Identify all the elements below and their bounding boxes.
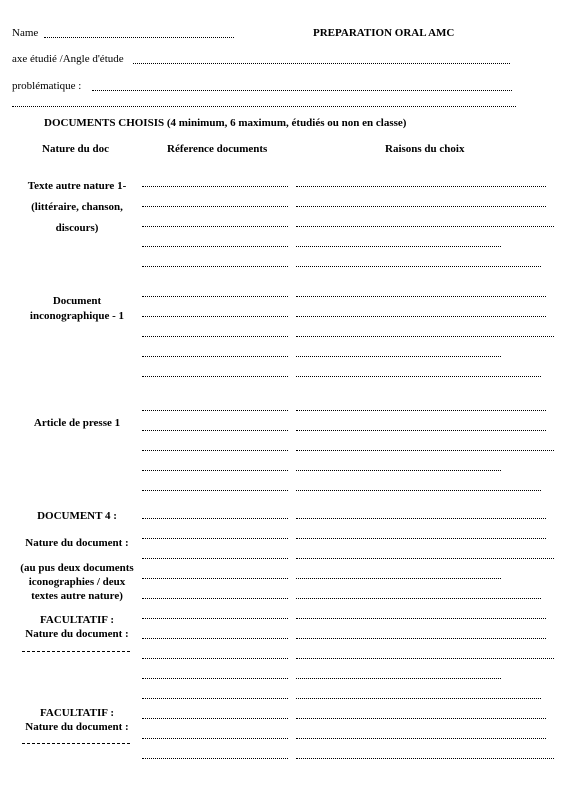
section-label-line: Texte autre nature 1- xyxy=(27,180,127,192)
reference-line[interactable] xyxy=(142,450,288,451)
section-label-iconographic xyxy=(14,294,140,324)
section-label-line: Article de presse 1 xyxy=(33,417,121,429)
optional-1-nature-field[interactable] xyxy=(22,651,130,652)
reason-line[interactable] xyxy=(296,518,546,519)
reason-line[interactable] xyxy=(296,678,501,679)
reference-line[interactable] xyxy=(142,336,288,337)
problem-field[interactable] xyxy=(92,90,512,91)
reference-line[interactable] xyxy=(142,698,288,699)
section-note-line: (au pus deux documents xyxy=(20,562,134,574)
reference-line[interactable] xyxy=(142,518,288,519)
reference-line[interactable] xyxy=(142,266,288,267)
reason-line[interactable] xyxy=(296,356,501,357)
section-label-line: Nature du document : xyxy=(25,537,129,549)
reason-line[interactable] xyxy=(296,450,554,451)
reference-line[interactable] xyxy=(142,538,288,539)
reason-line[interactable] xyxy=(296,410,546,411)
reference-line[interactable] xyxy=(142,678,288,679)
reason-line[interactable] xyxy=(296,658,554,659)
reason-line[interactable] xyxy=(296,376,541,377)
documents-heading: DOCUMENTS CHOISIS (4 minimum, 6 maximum, étudiés ou non en classe) xyxy=(44,117,407,129)
reason-line[interactable] xyxy=(296,558,554,559)
section-4-note xyxy=(10,561,144,603)
reference-line[interactable] xyxy=(142,470,288,471)
reference-line[interactable] xyxy=(142,490,288,491)
reference-line[interactable] xyxy=(142,186,288,187)
section-label-text-other xyxy=(14,176,140,239)
reason-line[interactable] xyxy=(296,638,546,639)
reason-line[interactable] xyxy=(296,296,546,297)
page-title: PREPARATION ORAL AMC xyxy=(313,27,455,39)
section-label-optional-1 xyxy=(12,613,142,641)
reference-line[interactable] xyxy=(142,410,288,411)
reason-line[interactable] xyxy=(296,618,546,619)
section-label-line: FACULTATIF : xyxy=(39,614,115,626)
col-header-reference: Réference documents xyxy=(167,143,268,155)
section-label-document-4 xyxy=(12,509,142,524)
section-label-line: FACULTATIF : xyxy=(39,707,115,719)
section-label-press xyxy=(14,416,140,431)
reference-line[interactable] xyxy=(142,316,288,317)
reason-line[interactable] xyxy=(296,226,554,227)
axis-label: axe étudié /Angle d'étude xyxy=(12,53,124,65)
section-label-line: DOCUMENT 4 : xyxy=(37,510,117,522)
reference-line[interactable] xyxy=(142,206,288,207)
section-label-line: discours) xyxy=(55,222,99,234)
section-note-line: textes autre nature) xyxy=(31,590,123,602)
section-label-line: inconographique - 1 xyxy=(29,310,125,322)
reason-line[interactable] xyxy=(296,738,546,739)
reason-line[interactable] xyxy=(296,266,541,267)
reason-line[interactable] xyxy=(296,598,541,599)
reason-line[interactable] xyxy=(296,698,541,699)
reference-line[interactable] xyxy=(142,758,288,759)
section-4-nature-label xyxy=(12,536,142,551)
reference-line[interactable] xyxy=(142,558,288,559)
reference-line[interactable] xyxy=(142,738,288,739)
reason-line[interactable] xyxy=(296,578,501,579)
reference-line[interactable] xyxy=(142,246,288,247)
reason-line[interactable] xyxy=(296,490,541,491)
reference-line[interactable] xyxy=(142,578,288,579)
optional-2-nature-field[interactable] xyxy=(22,743,130,744)
reference-line[interactable] xyxy=(142,658,288,659)
reference-line[interactable] xyxy=(142,638,288,639)
section-label-line: Nature du document : xyxy=(25,721,129,733)
col-header-reasons: Raisons du choix xyxy=(385,143,465,155)
name-label: Name xyxy=(12,27,39,39)
reason-line[interactable] xyxy=(296,336,554,337)
reason-line[interactable] xyxy=(296,470,501,471)
section-label-optional-2 xyxy=(12,706,142,734)
reason-line[interactable] xyxy=(296,316,546,317)
problem-field-line-2[interactable] xyxy=(12,106,516,107)
reference-line[interactable] xyxy=(142,296,288,297)
reason-line[interactable] xyxy=(296,538,546,539)
axis-field[interactable] xyxy=(133,63,510,64)
section-label-line: (littéraire, chanson, xyxy=(31,201,123,213)
name-field[interactable] xyxy=(44,37,234,38)
section-note-line: iconographies / deux xyxy=(28,576,126,588)
reason-line[interactable] xyxy=(296,430,546,431)
reason-line[interactable] xyxy=(296,246,501,247)
reference-line[interactable] xyxy=(142,718,288,719)
section-label-line: Nature du document : xyxy=(25,628,129,640)
reference-line[interactable] xyxy=(142,376,288,377)
reference-line[interactable] xyxy=(142,430,288,431)
reference-line[interactable] xyxy=(142,356,288,357)
section-label-line: Document xyxy=(52,295,102,307)
reason-line[interactable] xyxy=(296,206,546,207)
problem-label: problématique : xyxy=(12,80,82,92)
reason-line[interactable] xyxy=(296,758,554,759)
reason-line[interactable] xyxy=(296,718,546,719)
reference-line[interactable] xyxy=(142,226,288,227)
reason-line[interactable] xyxy=(296,186,546,187)
reference-line[interactable] xyxy=(142,618,288,619)
reference-line[interactable] xyxy=(142,598,288,599)
col-header-nature: Nature du doc xyxy=(42,143,110,155)
